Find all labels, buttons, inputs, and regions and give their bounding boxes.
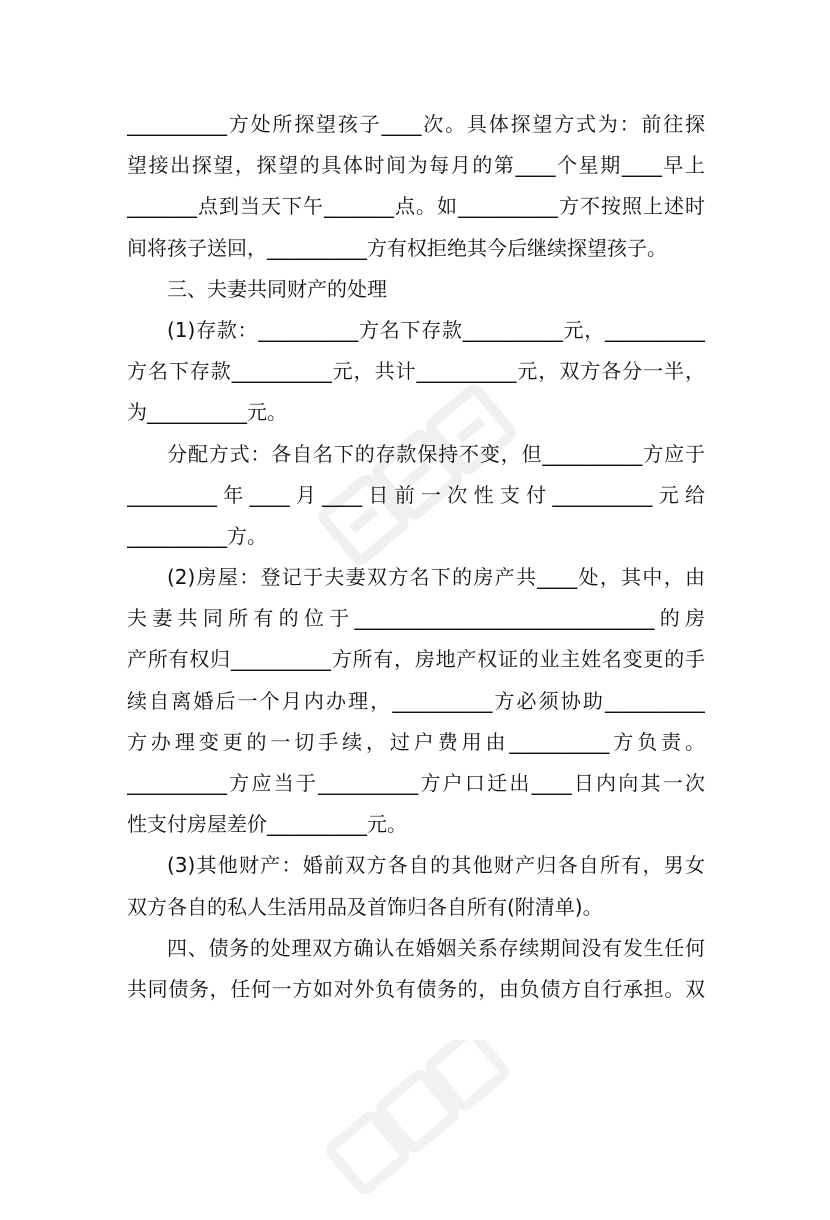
- text-line: 双方各自的私人生活用品及首饰归各自所有(附清单)。: [127, 894, 603, 919]
- text-line: 方名下存款__________元，共计__________元，双方各分一半，: [127, 359, 705, 384]
- text-line: __________方。: [127, 523, 267, 548]
- text-line: _________年____月____日前一次性支付__________元给: [127, 482, 705, 507]
- text-line: 分配方式：各自名下的存款保持不变，但__________方应于: [167, 441, 705, 466]
- text-line: 方办理变更的一切手续，过户费用由__________方负责。: [127, 729, 705, 754]
- text-line: (3)其他财产：婚前双方各自的其他财产归各自所有，男女: [167, 853, 705, 878]
- watermark-logo-bottom: [300, 1040, 560, 1220]
- text-line: _______点到当天下午_______点。如__________方不按照上述时: [127, 194, 705, 219]
- text-line: 间将孩子送回，__________方有权拒绝其今后继续探望孩子。: [127, 235, 667, 260]
- section-heading: 四、债务的处理双方确认在婚姻关系存续期间没有发生任何: [167, 935, 705, 960]
- text-line: 产所有权归__________方所有，房地产权证的业主姓名变更的手: [127, 647, 705, 672]
- text-line: 望接出探望，探望的具体时间为每月的第____个星期____早上: [127, 153, 705, 178]
- text-line: 夫妻共同所有的位于______________________________的房: [127, 606, 705, 631]
- text-line: __________方处所探望孩子____次。具体探望方式为：前往探: [127, 112, 705, 136]
- section-heading: 三、夫妻共同财产的处理: [167, 276, 387, 301]
- document-body: [127, 104, 705, 1010]
- text-line: 共同债务，任何一方如对外负有债务的，由负债方自行承担。双: [127, 976, 705, 1001]
- text-line: (1)存款：__________方名下存款__________元，__________: [167, 317, 705, 342]
- text-line: __________方应当于__________方户口迁出____日内向其一次: [127, 771, 705, 795]
- text-line: (2)房屋：登记于夫妻双方名下的房产共____处，其中，由: [167, 565, 705, 590]
- text-line: 为__________元。: [127, 400, 287, 425]
- text-line: 续自离婚后一个月内办理，__________方必须协助__________: [127, 688, 705, 713]
- text-line: 性支付房屋差价__________元。: [127, 812, 407, 837]
